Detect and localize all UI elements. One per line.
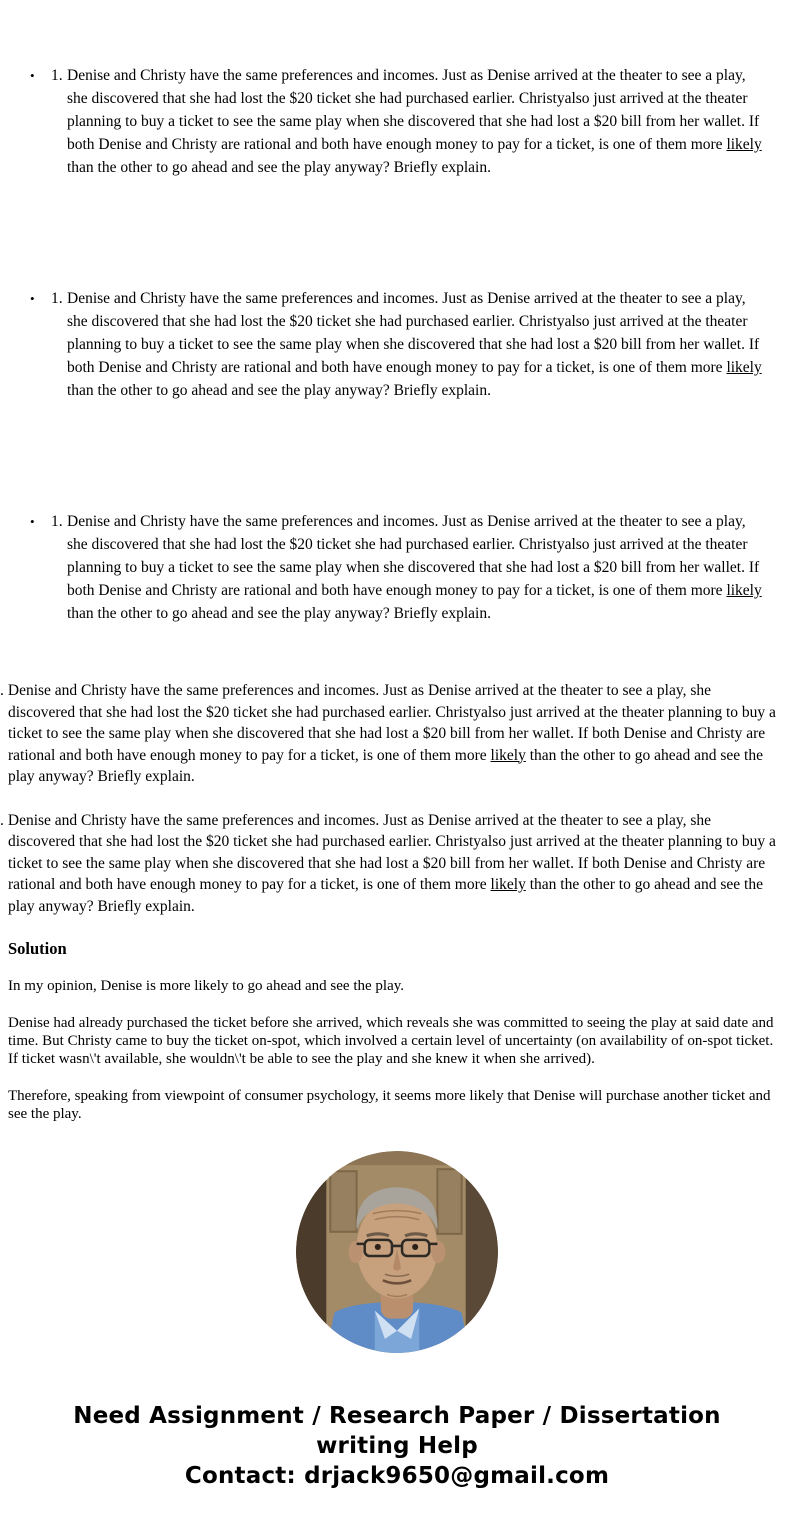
question-text-underlined: likely xyxy=(726,136,762,153)
question-text-pre: Denise and Christy have the same preferences and incomes. Just as Denise arrived at the theater to see a play, she discovered that she had lost the $20 ticket she had purchased earlier. Christyalso just arrived at the theater planning to buy a ticket to see the same play when she discovered that she had lost a $20 bill from her wallet. If both Denise and Christy are rational and both have enough money to pay for a ticket, is one of them more xyxy=(67,67,760,153)
question-text xyxy=(67,64,767,179)
solution-heading: Solution xyxy=(8,939,67,958)
question-text-underlined: likely xyxy=(490,746,526,764)
question-text-post: than the other to go ahead and see the play anyway? Briefly explain. xyxy=(8,876,763,915)
list-number: 1. xyxy=(51,513,63,530)
list-number: 1. xyxy=(51,290,63,307)
tutor-photo xyxy=(296,1151,498,1353)
bullet-icon: • xyxy=(30,68,35,83)
question-list-item-1 xyxy=(30,64,794,179)
solution-paragraph-1: In my opinion, Denise is more likely to go ahead and see the play. xyxy=(8,978,405,994)
question-text-pre: Denise and Christy have the same preferences and incomes. Just as Denise arrived at the theater to see a play, she discovered that she had lost the $20 ticket she had purchased earlier. Christyalso just arrived at the theater planning to buy a ticket to see the same play when she discovered that she had lost a $20 bill from her wallet. If both Denise and Christy are rational and both have enough money to pay for a ticket, is one of them more xyxy=(7,811,776,893)
solution-paragraph-3: Therefore, speaking from viewpoint of consumer psychology, it seems more likely that Denise will purchase another ticket and see the play. xyxy=(8,1088,771,1122)
solution-paragraph-2: Denise had already purchased the ticket before she arrived, which reveals she was committed to seeing the play at said date and time. But Christy came to buy the ticket on-spot, which involved a certain level of uncertainty (on availability of on-spot ticket. If ticket wasn\'t available, she wouldn\'t be able to see the play and she knew it when she arrived). xyxy=(8,1015,774,1067)
question-text xyxy=(67,510,767,625)
question-paragraph-5 xyxy=(0,810,778,918)
question-text-post: than the other to go ahead and see the play anyway? Briefly explain. xyxy=(67,382,491,399)
bullet-icon: • xyxy=(30,514,35,529)
question-list-item-2 xyxy=(30,287,794,402)
question-text-underlined: likely xyxy=(490,876,526,893)
footer-help-text xyxy=(30,1401,764,1491)
footer-help-line: Need Assignment / Research Paper / Dissertation writing Help xyxy=(73,1403,721,1459)
clipped-list-marker: . xyxy=(0,682,4,699)
question-text-underlined: likely xyxy=(726,359,762,376)
list-number: 1. xyxy=(51,67,63,84)
question-text-underlined: likely xyxy=(726,582,762,599)
question-text-post: than the other to go ahead and see the play anyway? Briefly explain. xyxy=(67,159,491,176)
question-text-pre: Denise and Christy have the same preferences and incomes. Just as Denise arrived at the theater to see a play, she discovered that she had lost the $20 ticket she had purchased earlier. Christyalso just arrived at the theater planning to buy a ticket to see the same play when she discovered that she had lost a $20 bill from her wallet. If both Denise and Christy are rational and both have enough money to pay for a ticket, is one of them more xyxy=(67,513,760,599)
question-text-post: than the other to go ahead and see the play anyway? Briefly explain. xyxy=(67,605,491,622)
question-text-post: than the other to go ahead and see the play anyway? Briefly explain. xyxy=(8,746,763,785)
footer-contact-email: Contact: drjack9650@gmail.com xyxy=(184,1463,610,1489)
question-text-pre: Denise and Christy have the same preferences and incomes. Just as Denise arrived at the theater to see a play, she discovered that she had lost the $20 ticket she had purchased earlier. Christyalso just arrived at the theater planning to buy a ticket to see the same play when she discovered that she had lost a $20 bill from her wallet. If both Denise and Christy are rational and both have enough money to pay for a ticket, is one of them more xyxy=(7,682,776,764)
question-text xyxy=(67,287,767,402)
clipped-list-marker: . xyxy=(0,811,4,829)
person-image xyxy=(296,1151,498,1353)
question-text-pre: Denise and Christy have the same preferences and incomes. Just as Denise arrived at the theater to see a play, she discovered that she had lost the $20 ticket she had purchased earlier. Christyalso just arrived at the theater planning to buy a ticket to see the same play when she discovered that she had lost a $20 bill from her wallet. If both Denise and Christy are rational and both have enough money to pay for a ticket, is one of them more xyxy=(67,290,760,376)
question-list-item-3 xyxy=(30,510,794,625)
question-paragraph-4 xyxy=(0,680,778,788)
bullet-icon: • xyxy=(30,291,35,306)
